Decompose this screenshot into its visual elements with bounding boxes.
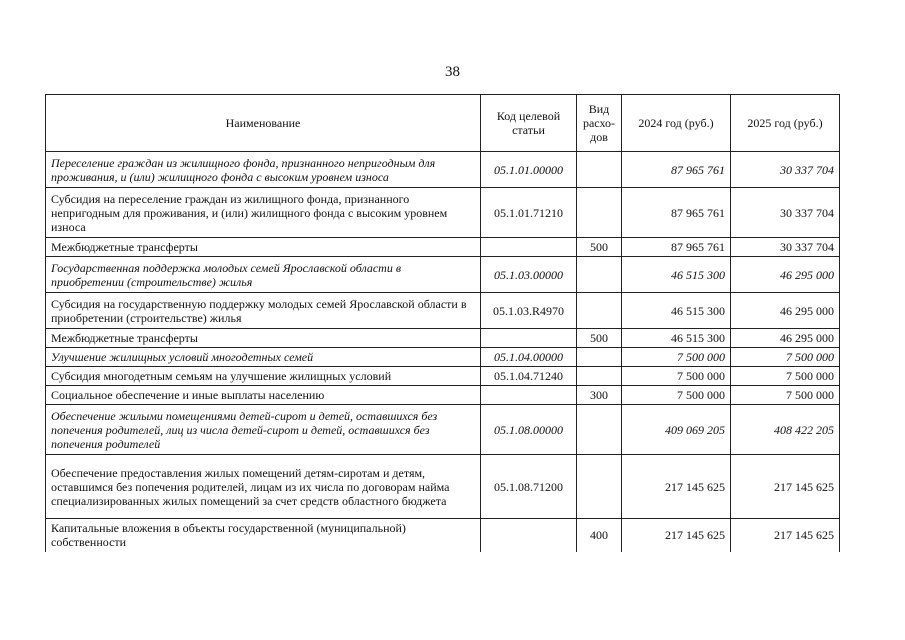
table-row xyxy=(46,152,840,188)
row-vid: 500 xyxy=(577,329,622,348)
row-code: 05.1.08.00000 xyxy=(481,405,577,455)
table-row xyxy=(46,386,840,405)
row-code: 05.1.01.00000 xyxy=(481,152,577,188)
table-row xyxy=(46,257,840,293)
row-2025: 30 337 704 xyxy=(731,152,840,188)
row-code: 05.1.03.00000 xyxy=(481,257,577,293)
table-row xyxy=(46,405,840,455)
row-name: Улучшение жилищных условий многодетных семей xyxy=(46,348,481,367)
row-name: Обеспечение жилыми помещениями детей-сирот и детей, оставшихся без попечения родителей, лиц из числа детей-сирот и детей, оставшихся без попечения родителей xyxy=(46,405,481,455)
row-2025: 30 337 704 xyxy=(731,238,840,257)
row-vid xyxy=(577,293,622,329)
row-code: 05.1.03.R4970 xyxy=(481,293,577,329)
row-2024: 87 965 761 xyxy=(622,152,731,188)
row-2025: 30 337 704 xyxy=(731,188,840,238)
header-code: Код целевой статьи xyxy=(481,95,577,152)
row-2024: 217 145 625 xyxy=(622,455,731,519)
table-row xyxy=(46,188,840,238)
row-2025: 217 145 625 xyxy=(731,519,840,552)
header-2024: 2024 год (руб.) xyxy=(622,95,731,152)
row-2025: 7 500 000 xyxy=(731,348,840,367)
row-name: Обеспечение предоставления жилых помещений детям-сиротам и детям, оставшимся без попечения родителей, лицам из их числа по договорам найма специализированных жилых помещений за счет средств областного бюджета xyxy=(46,455,481,519)
row-2024: 46 515 300 xyxy=(622,257,731,293)
row-vid xyxy=(577,367,622,386)
row-2024: 7 500 000 xyxy=(622,348,731,367)
row-vid xyxy=(577,455,622,519)
row-vid xyxy=(577,405,622,455)
row-name: Субсидия на переселение граждан из жилищного фонда, признанного непригодным для проживания, и (или) жилищного фонда с высоким уровнем износа xyxy=(46,188,481,238)
row-name: Межбюджетные трансферты xyxy=(46,238,481,257)
table-row xyxy=(46,329,840,348)
row-code: 05.1.04.71240 xyxy=(481,367,577,386)
row-2024: 46 515 300 xyxy=(622,293,731,329)
row-vid: 300 xyxy=(577,386,622,405)
header-vid: Вид расхо-дов xyxy=(577,95,622,152)
row-code: 05.1.08.71200 xyxy=(481,455,577,519)
row-2024: 409 069 205 xyxy=(622,405,731,455)
row-2024: 87 965 761 xyxy=(622,238,731,257)
row-name: Субсидия многодетным семьям на улучшение жилищных условий xyxy=(46,367,481,386)
budget-table xyxy=(45,94,840,552)
row-2024: 87 965 761 xyxy=(622,188,731,238)
row-code: 05.1.04.00000 xyxy=(481,348,577,367)
table-row xyxy=(46,348,840,367)
row-name: Капитальные вложения в объекты государственной (муниципальной) собственности xyxy=(46,519,481,552)
row-code xyxy=(481,238,577,257)
row-2025: 217 145 625 xyxy=(731,455,840,519)
table-header-row xyxy=(46,95,840,152)
row-vid xyxy=(577,257,622,293)
row-2025: 7 500 000 xyxy=(731,367,840,386)
row-2025: 46 295 000 xyxy=(731,329,840,348)
row-2024: 46 515 300 xyxy=(622,329,731,348)
header-2025: 2025 год (руб.) xyxy=(731,95,840,152)
row-name: Переселение граждан из жилищного фонда, признанного непригодным для проживания, и (или) жилищного фонда с высоким уровнем износа xyxy=(46,152,481,188)
row-2024: 217 145 625 xyxy=(622,519,731,552)
row-name: Государственная поддержка молодых семей Ярославской области в приобретении (строительстве) жилья xyxy=(46,257,481,293)
row-2025: 46 295 000 xyxy=(731,257,840,293)
row-vid: 500 xyxy=(577,238,622,257)
row-name: Социальное обеспечение и иные выплаты населению xyxy=(46,386,481,405)
row-code xyxy=(481,329,577,348)
row-code: 05.1.01.71210 xyxy=(481,188,577,238)
row-name: Субсидия на государственную поддержку молодых семей Ярославской области в приобретении (строительстве) жилья xyxy=(46,293,481,329)
row-vid: 400 xyxy=(577,519,622,552)
row-vid xyxy=(577,348,622,367)
row-2025: 7 500 000 xyxy=(731,386,840,405)
table-row xyxy=(46,455,840,519)
row-2024: 7 500 000 xyxy=(622,367,731,386)
row-2025: 408 422 205 xyxy=(731,405,840,455)
table-row xyxy=(46,293,840,329)
row-name: Межбюджетные трансферты xyxy=(46,329,481,348)
row-vid xyxy=(577,152,622,188)
row-vid xyxy=(577,188,622,238)
table-row xyxy=(46,367,840,386)
page-number: 38 xyxy=(445,64,460,80)
header-name: Наименование xyxy=(46,95,481,152)
row-code xyxy=(481,386,577,405)
row-2024: 7 500 000 xyxy=(622,386,731,405)
table-row xyxy=(46,238,840,257)
row-2025: 46 295 000 xyxy=(731,293,840,329)
table-row xyxy=(46,519,840,552)
row-code xyxy=(481,519,577,552)
